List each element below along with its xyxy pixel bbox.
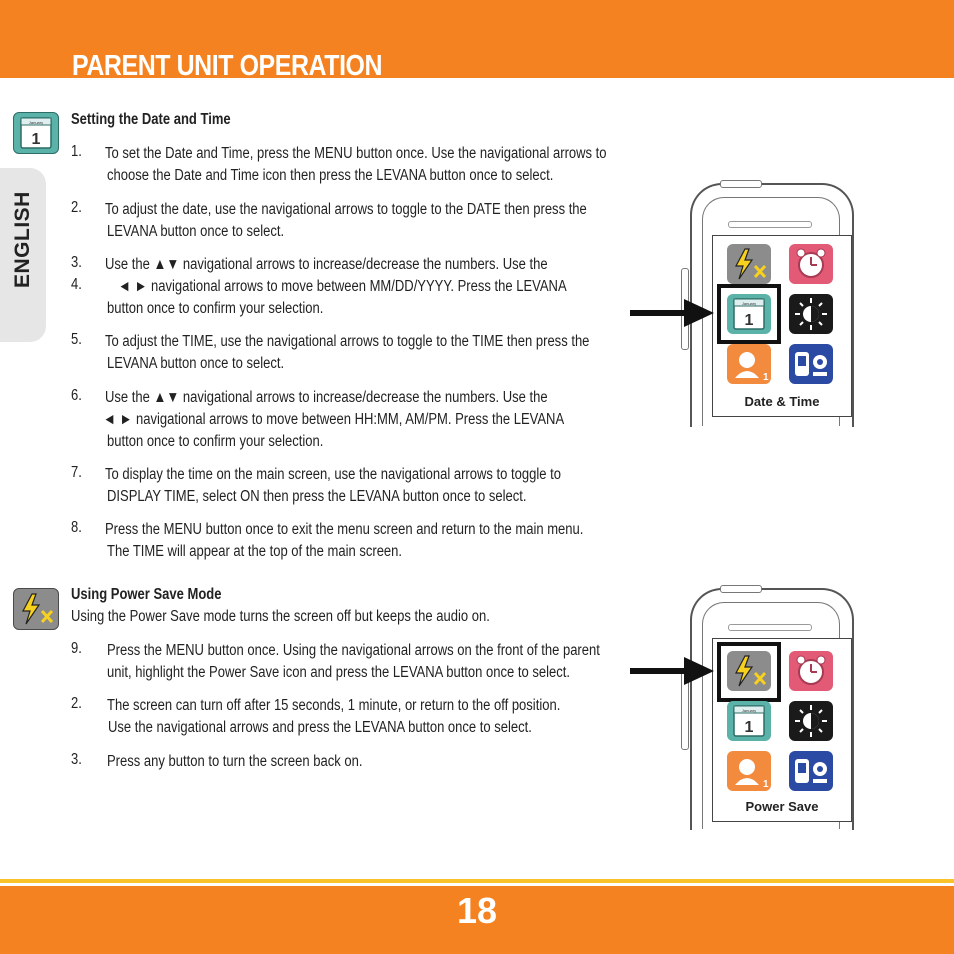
svg-text:1: 1 bbox=[744, 312, 754, 329]
device-top-button bbox=[720, 180, 762, 188]
step-text: unit, highlight the Power Save icon and press the LEVANA button once to select. bbox=[107, 664, 570, 681]
alarm-clock-icon bbox=[789, 651, 833, 691]
power-save-icon bbox=[727, 244, 771, 284]
camera-select-icon bbox=[727, 344, 771, 384]
calendar-icon bbox=[727, 701, 771, 741]
pointer-arrow bbox=[630, 310, 690, 316]
pointer-arrow bbox=[630, 668, 690, 674]
step-text: LEVANA button once to select. bbox=[107, 355, 285, 372]
camera-select-icon bbox=[727, 751, 771, 791]
device-top-button bbox=[720, 585, 762, 593]
step-number: 3. bbox=[71, 254, 82, 271]
section-intro: Using the Power Save mode turns the screen off but keeps the audio on. bbox=[71, 608, 490, 625]
step-text: To adjust the date, use the navigational arrows to toggle to the DATE then press the bbox=[105, 201, 587, 218]
parent-unit-figure-power-save bbox=[684, 588, 856, 828]
brightness-icon bbox=[789, 701, 833, 741]
step-text: The screen can turn off after 15 seconds, 1 minute, or return to the off position. bbox=[107, 697, 561, 714]
screen-label: Power Save bbox=[745, 799, 819, 814]
calendar-icon bbox=[13, 112, 59, 154]
step-text: ◄ ► navigational arrows to move between MM/DD/YYYY. Press the LEVANA bbox=[118, 278, 567, 295]
step-text: Press the MENU button once to exit the menu screen and return to the main menu. bbox=[105, 521, 584, 538]
screen-label: Date & Time bbox=[744, 394, 820, 409]
step-text: button once to confirm your selection. bbox=[107, 433, 324, 450]
step-number: 5. bbox=[71, 331, 82, 348]
step-text: The TIME will appear at the top of the main screen. bbox=[107, 543, 403, 560]
step-number: 3. bbox=[71, 751, 82, 768]
step-number: 1. bbox=[71, 143, 82, 160]
step-text: Press the MENU button once. Using the navigational arrows on the front of the parent bbox=[107, 642, 600, 659]
step-number: 8. bbox=[71, 519, 82, 536]
svg-text:1: 1 bbox=[763, 779, 769, 790]
svg-text:1: 1 bbox=[31, 131, 41, 148]
speaker-grille bbox=[728, 624, 812, 631]
step-number: 4. bbox=[71, 276, 82, 293]
selection-highlight bbox=[717, 284, 781, 344]
svg-text:January: January bbox=[28, 120, 44, 125]
step-text: ◄ ► navigational arrows to move between HH:MM, AM/PM. Press the LEVANA bbox=[103, 411, 565, 428]
step-text: To display the time on the main screen, use the navigational arrows to toggle to bbox=[105, 466, 561, 483]
step-text: LEVANA button once to select. bbox=[107, 223, 285, 240]
footer-stripe bbox=[0, 879, 954, 883]
speaker-grille bbox=[728, 221, 812, 228]
pointer-arrow-head bbox=[684, 299, 714, 327]
pointer-arrow-head bbox=[684, 657, 714, 685]
device-screen bbox=[712, 235, 852, 417]
monitor-camera-icon bbox=[789, 751, 833, 791]
step-number: 2. bbox=[71, 199, 82, 216]
section-heading-date-time: Setting the Date and Time bbox=[71, 111, 231, 128]
step-number: 7. bbox=[71, 464, 82, 481]
device-screen bbox=[712, 638, 852, 822]
step-text: DISPLAY TIME, select ON then press the LEVANA button once to select. bbox=[107, 488, 527, 505]
step-text: Use the navigational arrows and press the LEVANA button once to select. bbox=[108, 719, 532, 736]
step-text: choose the Date and Time icon then press the LEVANA button once to select. bbox=[107, 167, 554, 184]
section-heading-power-save: Using Power Save Mode bbox=[71, 586, 222, 603]
monitor-camera-icon bbox=[789, 344, 833, 384]
step-text: Use the ▲▼ navigational arrows to increase/decrease the numbers. Use the bbox=[105, 256, 548, 273]
page-number: 18 bbox=[456, 890, 498, 931]
step-number: 9. bbox=[71, 640, 82, 657]
step-text: To adjust the TIME, use the navigational arrows to toggle to the TIME then press the bbox=[105, 333, 590, 350]
svg-text:1: 1 bbox=[763, 372, 769, 383]
step-number: 2. bbox=[71, 695, 82, 712]
svg-text:January: January bbox=[741, 301, 757, 306]
language-tab-label: ENGLISH bbox=[11, 191, 34, 288]
step-text: button once to confirm your selection. bbox=[107, 300, 324, 317]
step-text: Press any button to turn the screen back on. bbox=[107, 753, 363, 770]
step-text: To set the Date and Time, press the MENU button once. Use the navigational arrows to bbox=[105, 145, 607, 162]
svg-text:1: 1 bbox=[744, 719, 754, 736]
alarm-clock-icon bbox=[789, 244, 833, 284]
svg-text:January: January bbox=[741, 708, 757, 713]
selection-highlight bbox=[717, 642, 781, 702]
power-save-icon bbox=[13, 588, 59, 630]
page-title: PARENT UNIT OPERATION bbox=[72, 50, 383, 82]
step-text: Use the ▲▼ navigational arrows to increase/decrease the numbers. Use the bbox=[105, 389, 548, 406]
step-number: 6. bbox=[71, 387, 82, 404]
brightness-icon bbox=[789, 294, 833, 334]
